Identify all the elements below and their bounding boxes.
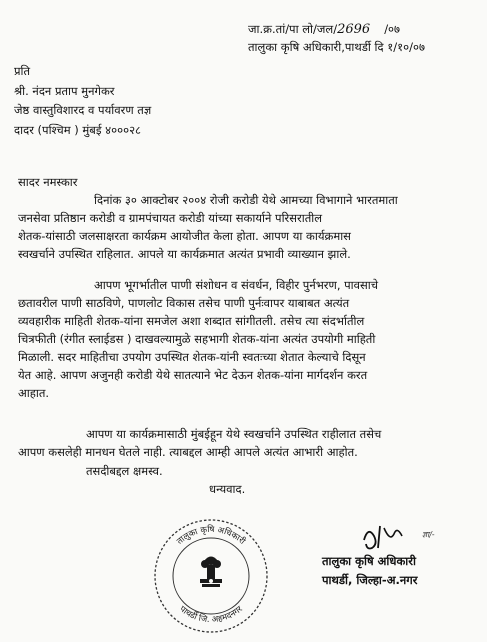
para2-line: व्यवहारीक माहिती शेतक-यांना समजेल अशा शब्दात सांगीतली. तसेच त्या संदर्भातील (18, 314, 365, 328)
reference-number-line (248, 22, 400, 37)
seal-top-text: तालुका कृषि अधिकारी (175, 524, 247, 547)
signature-mark-icon (358, 520, 418, 554)
official-seal (148, 517, 274, 635)
recipient-name: श्री. नंदन प्रताप मुनगेकर (14, 84, 115, 98)
salutation: सादर नमस्कार (18, 175, 78, 189)
para2-line: आहात. (18, 386, 50, 400)
signature-initials: ज्ञा/- (422, 530, 435, 539)
reference-year: /०७ (384, 22, 401, 36)
para3-line: आपण या कार्यक्रमासाठी मुंबईहून येथे स्वखर्चाने उपस्थित राहीलात तसेच (86, 427, 382, 441)
para2-line: मिळाली. सदर माहितीचा उपयोग उपस्थित शेतक-यांनी स्वतःच्या शेतात केल्याचे दिसून (18, 350, 366, 364)
para2-line: चित्रफीती (रंगीत स्लाईडस ) दाखवल्यामुळे सहभागी शेतक-यांना अत्यंत उपयोगी माहिती (18, 332, 376, 346)
para3-line: आपण कसलेही मानधन घेतले नाही. त्याबद्दल आम्ही आपले अत्यंत आभारी आहोत. (18, 445, 358, 459)
office-date-line: तालुका कृषि अधिकारी,पाथर्डी दि १/१०/०७ (248, 40, 425, 54)
signature-designation: तालुका कृषि अधिकारी (322, 554, 416, 568)
seal-bottom-text: पाथर्डी जि. अहमदनगर (177, 604, 245, 626)
svg-text:पाथर्डी जि. अहमदनगर (177, 604, 245, 625)
recipient-title: जेष्ठ वास्तुविशारद व पर्यावरण तज्ञ (14, 103, 152, 117)
para3-line: तसदीबद्दल क्षमस्व. (86, 464, 163, 478)
reference-number-handwritten: 2696 (337, 22, 371, 37)
para1-line: स्वखर्चाने उपस्थित राहिलात. आपले या कार्यक्रमात अत्यंत प्रभावी व्याख्यान झाले. (18, 247, 351, 261)
closing-thanks: धन्यवाद. (209, 482, 246, 496)
reference-prefix: जा.क्र.तां/पा लो/जल/ (248, 22, 338, 36)
para1-line: शेतक-यांसाठी जलसाक्षरता कार्यक्रम आयोजीत केला होता. आपण या कार्यक्रमास (18, 229, 351, 243)
recipient-prati: प्रति (14, 64, 31, 78)
signature-place: पाथर्डी, जिल्हा-अ.नगर (322, 573, 418, 587)
para1-line: दिनांक ३० आक्टोबर २००४ रोजी करोडी येथे आमच्या विभागाने भारतमाता (94, 193, 398, 207)
recipient-address: दादर (पश्चिम ) मुंबई ४०००२८ (14, 123, 142, 137)
national-emblem-icon (200, 557, 222, 588)
para2-line: येत आहे. आपण अजुनही करोडी येथे सातत्याने भेट देऊन शेतक-यांना मार्गदर्शन करत (18, 368, 368, 382)
para2-line: आपण भूगर्भातील पाणी संशोधन व संवर्धन, विहीर पुर्नभरण, पावसाचे (94, 278, 379, 292)
para2-line: छतावरील पाणी साठविणे, पाणलोट विकास तसेच पाणी पुर्नःवापर याबाबत अत्यंत (18, 296, 350, 310)
para1-line: जनसेवा प्रतिष्ठान करोडी व ग्रामपंचायत करोडी यांच्या सकार्याने परिसरातील (18, 211, 323, 225)
svg-text:तालुका कृषि अधिकारी (175, 524, 248, 547)
